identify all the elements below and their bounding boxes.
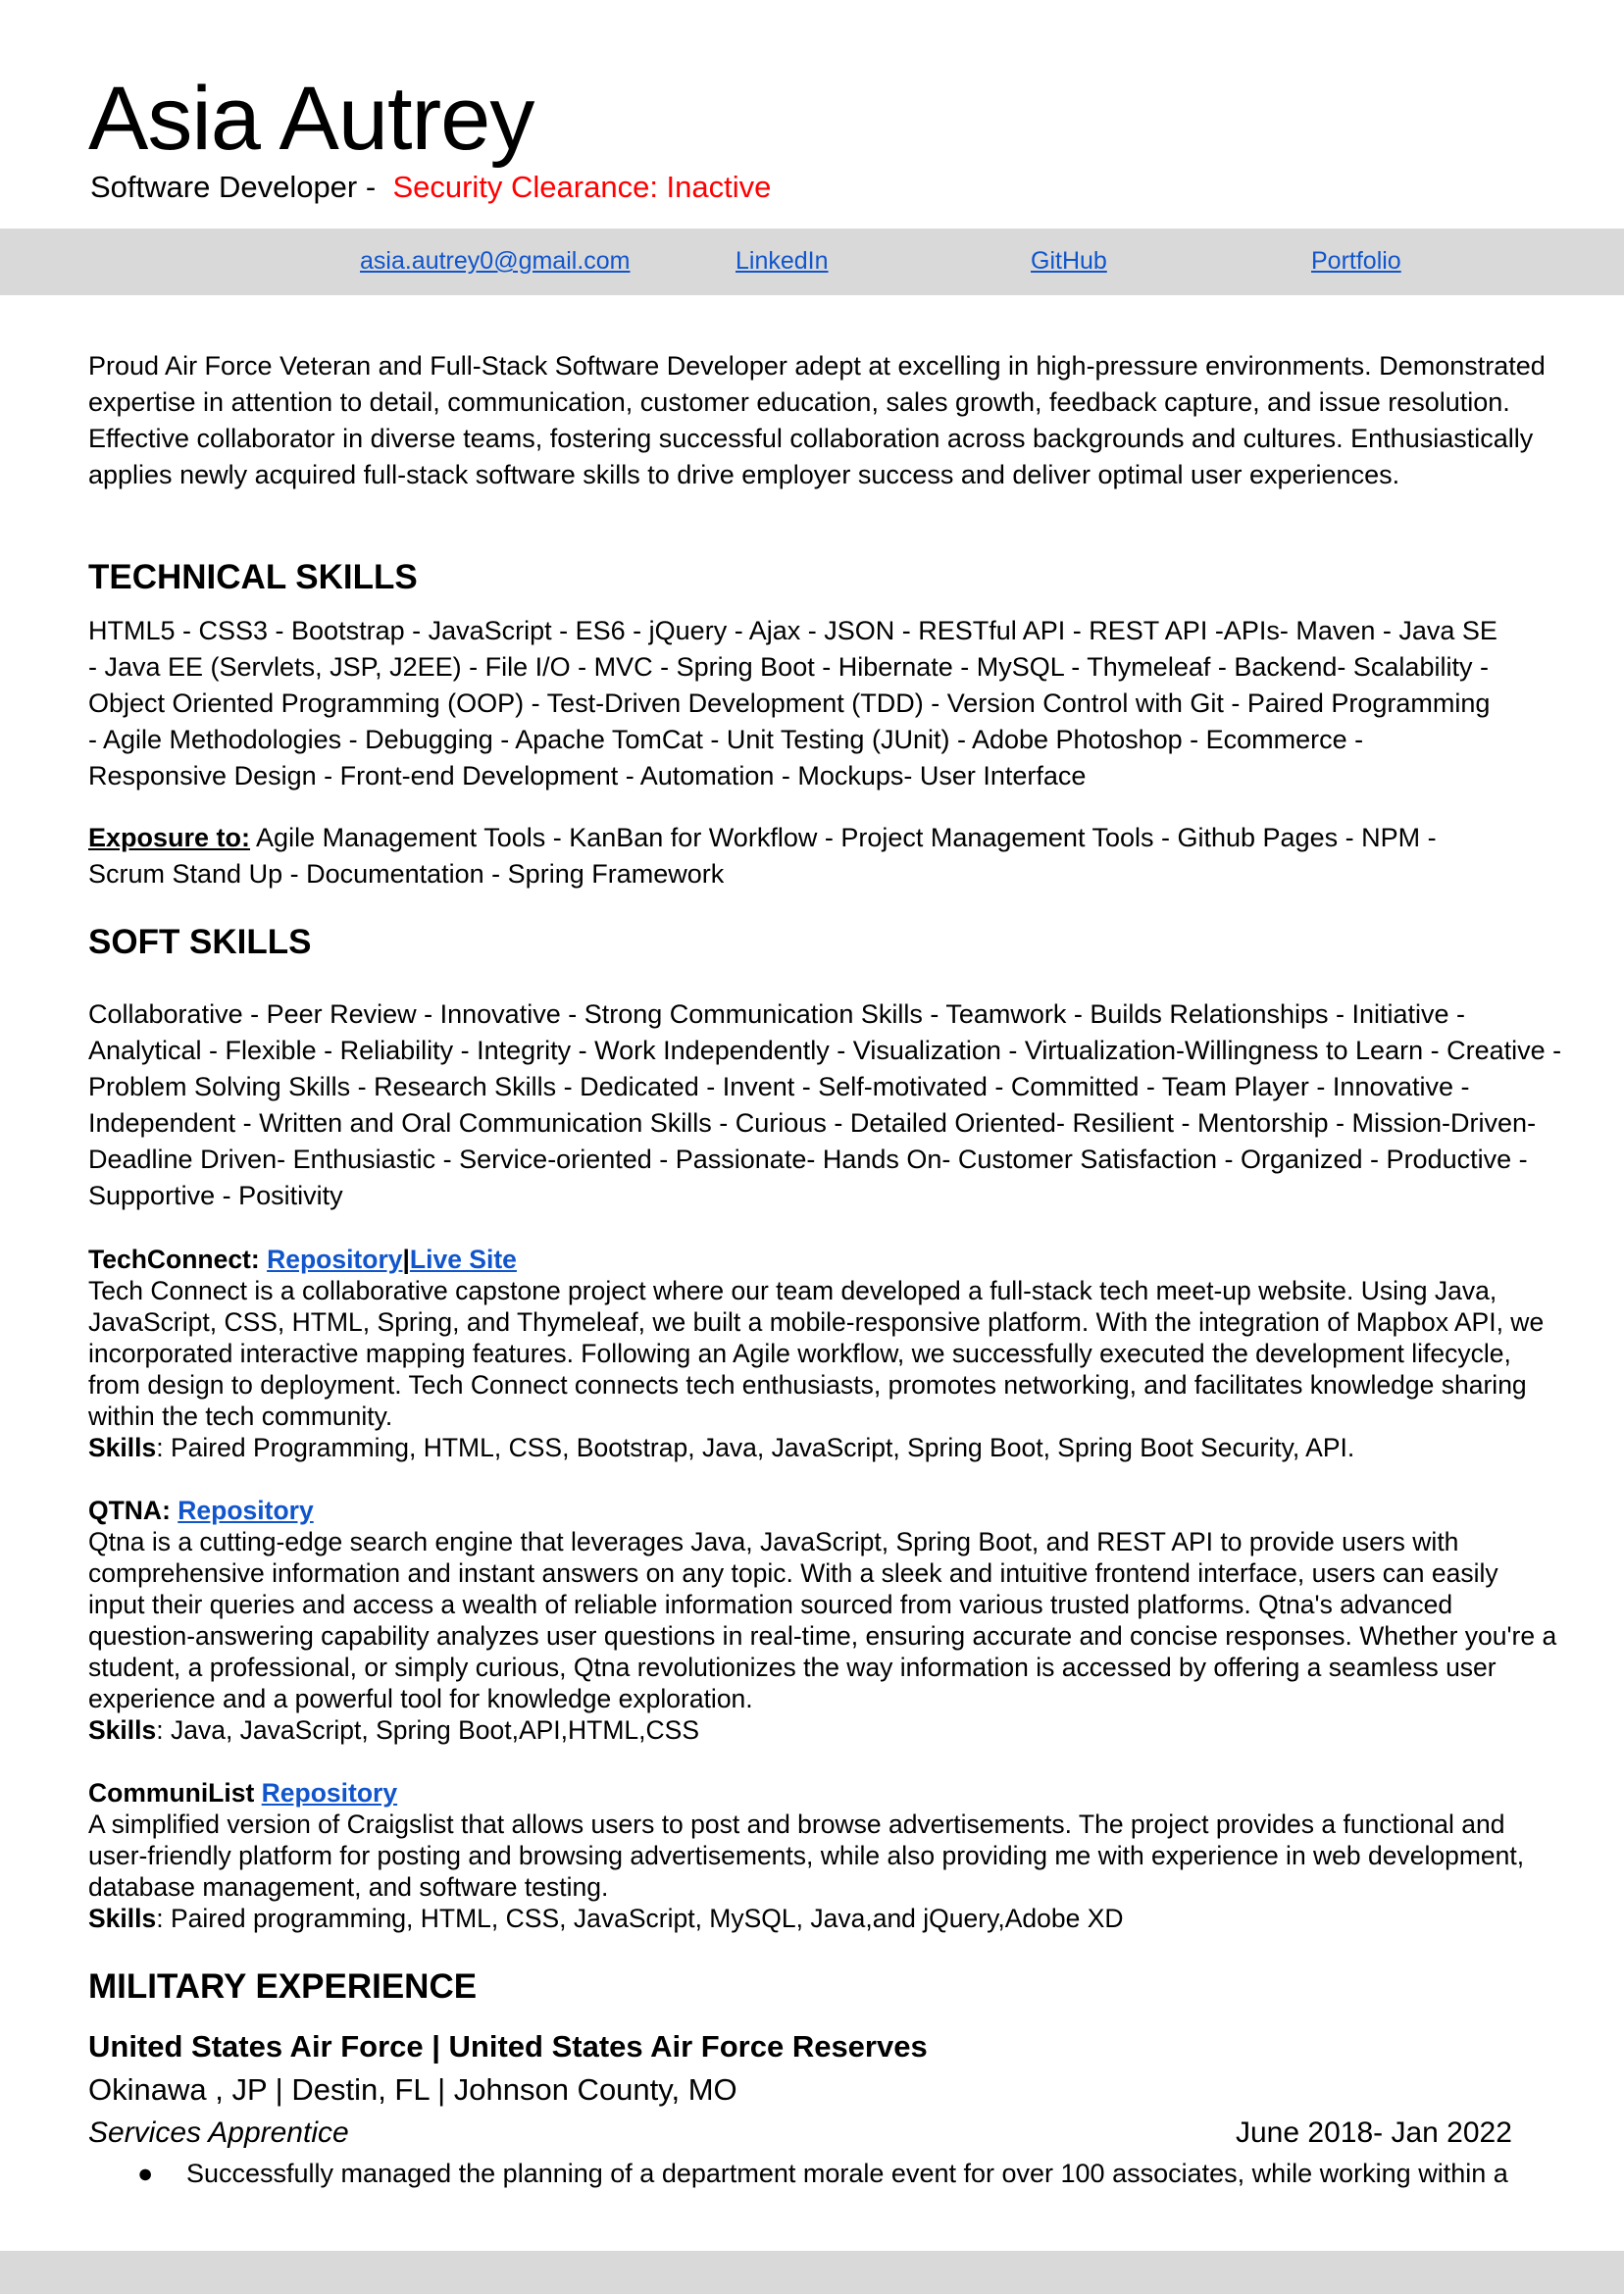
project-description: Qtna is a cutting-edge search engine that leverages Java, JavaScript, Spring Boot, and REST API to provide users with comprehensive information and instant answers on any topic. With a sleek and intuitive frontend interface, users can easily input their queries and access a wealth of reliable information sourced from various trusted platforms. Qtna's advanced question-answering capability analyzes user questions in real-time, ensuring accurate and concise responses. Whether you're a student, a professional, or simply curious, Qtna revolutionizes the way information is accessed by offering a seamless user experience and a powerful tool for knowledge exploration. bbox=[88, 1527, 1557, 1713]
job-title-line bbox=[90, 169, 771, 206]
skills-label: Skills bbox=[88, 1904, 157, 1933]
project-title-line bbox=[88, 1777, 1559, 1809]
military-locations: Okinawa , JP | Destin, FL | Johnson County, MO bbox=[88, 2072, 737, 2107]
skills-list: : Java, JavaScript, Spring Boot,API,HTML,CSS bbox=[156, 1715, 700, 1745]
summary-paragraph: Proud Air Force Veteran and Full-Stack Software Developer adept at excelling in high-pressure environments. Demonstrated expertise in attention to detail, communication, customer education, sales growth, feedback capture, and issue resolution. Effective collaborator in diverse teams, fostering successful collaboration across backgrounds and cultures. Enthusiastically applies newly acquired full-stack software skills to drive employer success and deliver optimal user experiences. bbox=[88, 351, 1546, 489]
project-title-line bbox=[88, 1495, 1559, 1526]
project-qtna bbox=[88, 1495, 1559, 1746]
technical-skills-list: HTML5 - CSS3 - Bootstrap - JavaScript - ES6 - jQuery - Ajax - JSON - RESTful API - REST API -APIs- Maven - Java SE - Java EE (Servlets, JSP, J2EE) - File I/O - MVC - Spring Boot - Hibernate - MySQL - Thymeleaf - Backend- Scalability - Object Oriented Programming (OOP) - Test-Driven Development (TDD) - Version Control with Git - Paired Programming - Agile Methodologies - Debugging - Apache TomCat - Unit Testing (JUnit) - Adobe Photoshop - Ecommerce - Responsive Design - Front-end Development - Automation - Mockups- User Interface bbox=[88, 616, 1497, 790]
skills-label: Skills bbox=[88, 1433, 157, 1462]
skills-label: Skills bbox=[88, 1715, 157, 1745]
exposure-paragraph bbox=[88, 820, 1510, 892]
exposure-list: Agile Management Tools - KanBan for Workflow - Project Management Tools - Github Pages - NPM - Scrum Stand Up - Documentation - Spring Framework bbox=[88, 823, 1437, 889]
technical-skills-heading: TECHNICAL SKILLS bbox=[88, 558, 418, 596]
project-title-line bbox=[88, 1244, 1559, 1275]
skills-list: : Paired programming, HTML, CSS, JavaScript, MySQL, Java,and jQuery,Adobe XD bbox=[156, 1904, 1124, 1933]
military-organization: United States Air Force | United States Air Force Reserves bbox=[88, 2029, 928, 2064]
job-title: Software Developer - bbox=[90, 170, 384, 204]
military-role: Services Apprentice bbox=[88, 2116, 349, 2149]
project-title: TechConnect: bbox=[88, 1245, 268, 1274]
project-techconnect bbox=[88, 1244, 1559, 1463]
military-dates: June 2018- Jan 2022 bbox=[1236, 2116, 1512, 2149]
military-experience-heading: MILITARY EXPERIENCE bbox=[88, 1967, 478, 2006]
live-site-link[interactable]: Live Site bbox=[409, 1245, 517, 1274]
project-title: CommuniList bbox=[88, 1778, 262, 1808]
repository-link[interactable]: Repository bbox=[178, 1496, 314, 1525]
security-clearance: Security Clearance: Inactive bbox=[392, 170, 772, 204]
skills-list: : Paired Programming, HTML, CSS, Bootstrap, Java, JavaScript, Spring Boot, Spring Boot Security, API. bbox=[156, 1433, 1355, 1462]
soft-skills-heading: SOFT SKILLS bbox=[88, 923, 312, 961]
project-description: Tech Connect is a collaborative capstone project where our team developed a full-stack tech meet-up website. Using Java, JavaScript, CSS, HTML, Spring, and Thymeleaf, we built a mobile-responsive platform. With the integration of Mapbox API, we incorporated interactive mapping features. Following an Agile workflow, we successfully executed the development lifecycle, from design to deployment. Tech Connect connects tech enthusiasts, promotes networking, and facilitates knowledge sharing within the tech community. bbox=[88, 1276, 1545, 1431]
project-communilist bbox=[88, 1777, 1559, 1934]
military-bullet-text: Successfully managed the planning of a department morale event for over 100 associates, while working within a bbox=[186, 2159, 1508, 2188]
email-link[interactable]: asia.autrey0@gmail.com bbox=[360, 247, 631, 275]
candidate-name: Asia Autrey bbox=[88, 69, 534, 169]
project-skills bbox=[88, 1903, 1559, 1934]
project-skills bbox=[88, 1714, 1559, 1746]
linkedin-link[interactable]: LinkedIn bbox=[736, 247, 829, 275]
link-separator: | bbox=[402, 1245, 410, 1274]
portfolio-link[interactable]: Portfolio bbox=[1311, 247, 1401, 275]
project-description: A simplified version of Craigslist that allows users to post and browse advertisements. The project provides a functional and user-friendly platform for posting and browsing advertisements, while also providing me with experience in web development, database management, and software testing. bbox=[88, 1810, 1525, 1902]
exposure-label: Exposure to: bbox=[88, 823, 251, 852]
github-link[interactable]: GitHub bbox=[1031, 247, 1107, 275]
soft-skills-list: Collaborative - Peer Review - Innovative - Strong Communication Skills - Teamwork - Builds Relationships - Initiative - Analytical - Flexible - Reliability - Integrity - Work Independently - Visualization - Virtualization-Willingness to Learn - Creative - Problem Solving Skills - Research Skills - Dedicated - Invent - Self-motivated - Committed - Team Player - Innovative - Independent - Written and Oral Communication Skills - Curious - Detailed Oriented- Resilient - Mentorship - Mission-Driven- Deadline Driven- Enthusiastic - Service-oriented - Passionate- Hands On- Customer Satisfaction - Organized - Productive - Supportive - Positivity bbox=[88, 999, 1562, 1210]
bullet-icon: ● bbox=[137, 2159, 154, 2188]
page-footer-bar bbox=[0, 2251, 1624, 2294]
repository-link[interactable]: Repository bbox=[267, 1245, 403, 1274]
repository-link[interactable]: Repository bbox=[261, 1778, 398, 1808]
project-skills bbox=[88, 1432, 1559, 1463]
project-title: QTNA: bbox=[88, 1496, 178, 1525]
